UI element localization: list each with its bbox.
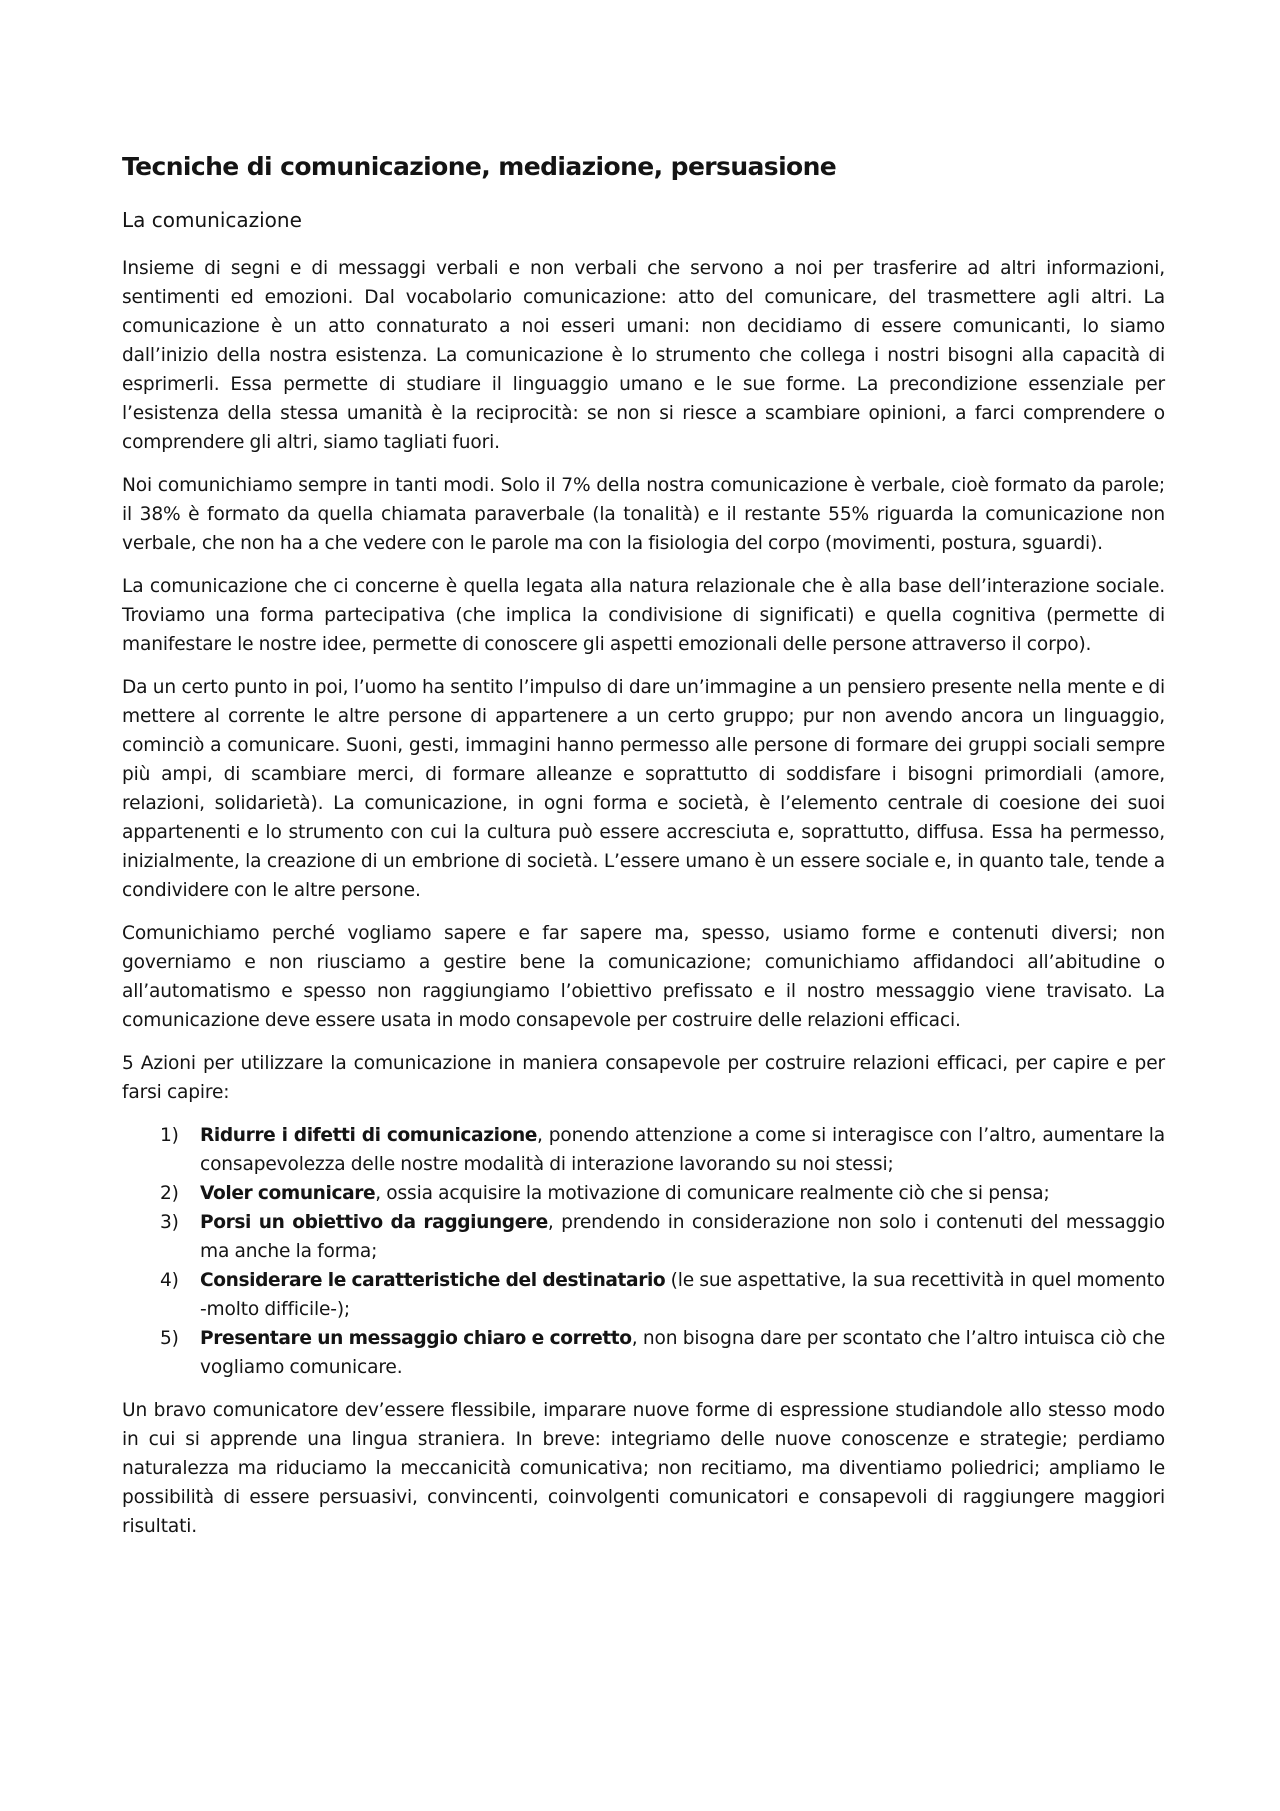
list-item <box>160 1179 1165 1208</box>
document-page <box>122 150 1165 1555</box>
paragraph-history: Da un certo punto in poi, l’uomo ha sentito l’impulso di dare un’immagine a un pensiero presente nella mente e di mettere al corrente le altre persone di appartenere a un certo gruppo; pur non avendo ancora un linguaggio, cominciò a comunicare. Suoni, gesti, immagini hanno permesso alle persone di formare dei gruppi sociali sempre più ampi, di scambiare merci, di formare alleanze e soprattutto di soddisfare i bisogni primordiali (amore, relazioni, solidarietà). La comunicazione, in ogni forma e società, è l’elemento centrale di coesione dei suoi appartenenti e lo strumento con cui la cultura può essere accresciuta e, soprattutto, diffusa. Essa ha permesso, inizialmente, la creazione di un embrione di società. L’essere umano è un essere sociale e, in quanto tale, tende a condividere con le altre persone. <box>122 677 1165 901</box>
section-heading: La comunicazione <box>122 208 302 232</box>
paragraph-actions-intro: 5 Azioni per utilizzare la comunicazione in maniera consapevole per costruire relazioni efficaci, per capire e per farsi capire: <box>122 1053 1165 1103</box>
actions-list <box>122 1121 1165 1382</box>
list-item <box>160 1121 1166 1179</box>
list-item <box>160 1266 1165 1324</box>
list-item-number: 1) <box>160 1125 179 1146</box>
list-item-number: 3) <box>160 1212 179 1233</box>
list-item-bold: Voler comunicare <box>200 1183 376 1204</box>
list-item-number: 4) <box>160 1270 179 1291</box>
list-item-text: , prendendo in considerazione non solo i contenuti del messaggio ma anche la forma; <box>200 1212 1165 1262</box>
list-item <box>160 1324 1165 1382</box>
paragraph-percentages: Noi comunichiamo sempre in tanti modi. Solo il 7% della nostra comunicazione è verbale, cioè formato da parole; il 38% è formato da quella chiamata paraverbale (la tonalità) e il restante 55% riguarda la comunicazione non verbale, che non ha a che vedere con le parole ma con la fisiologia del corpo (movimenti, postura, sguardi). <box>122 475 1165 554</box>
list-item-number: 2) <box>160 1183 179 1204</box>
list-item-bold: Presentare un messaggio chiaro e corretto <box>200 1328 632 1349</box>
paragraph-definition: Insieme di segni e di messaggi verbali e non verbali che servono a noi per trasferire ad altri informazioni, sentimenti ed emozioni. Dal vocabolario comunicazione: atto del comunicare, del trasmettere agli altri. La comunicazione è un atto connaturato a noi esseri umani: non decidiamo di essere comunicanti, lo siamo dall’inizio della nostra esistenza. La comunicazione è lo strumento che collega i nostri bisogni alla capacità di esprimerli. Essa permette di studiare il linguaggio umano e le sue forme. La precondizione essenziale per l’esistenza della stessa umanità è la reciprocità: se non si riesce a scambiare opinioni, a farci comprendere o comprendere gli altri, siamo tagliati fuori. <box>122 258 1165 453</box>
paragraph-closing: Un bravo comunicatore dev’essere flessibile, imparare nuove forme di espressione studiandole allo stesso modo in cui si apprende una lingua straniera. In breve: integriamo delle nuove conoscenze e strategie; perdiamo naturalezza ma riduciamo la meccanicità comunicativa; non recitiamo, ma diventiamo poliedrici; ampliamo le possibilità di essere persuasivi, convincenti, coinvolgenti comunicatori e consapevoli di raggiungere maggiori risultati. <box>122 1400 1165 1537</box>
list-item-text: , ossia acquisire la motivazione di comunicare realmente ciò che si pensa; <box>375 1183 1050 1204</box>
list-item-text: , non bisogna dare per scontato che l’altro intuisca ciò che vogliamo comunicare. <box>200 1328 1165 1378</box>
list-item-bold: Considerare le caratteristiche del destinatario <box>200 1270 666 1291</box>
list-item-bold: Porsi un obiettivo da raggiungere <box>200 1212 548 1233</box>
list-item-text: (le sue aspettative, la sua recettività in quel momento -molto difficile-); <box>200 1270 1165 1320</box>
list-item-number: 5) <box>160 1328 179 1349</box>
list-item-text: , ponendo attenzione a come si interagisce con l’altro, aumentare la consapevolezza delle nostre modalità di interazione lavorando su noi stessi; <box>200 1125 1166 1175</box>
list-item <box>160 1208 1165 1266</box>
paragraph-relational: La comunicazione che ci concerne è quella legata alla natura relazionale che è alla base dell’interazione sociale. Troviamo una forma partecipativa (che implica la condivisione di significati) e quella cognitiva (permette di manifestare le nostre idee, permette di conoscere gli aspetti emozionali delle persone attraverso il corpo). <box>122 576 1165 655</box>
document-title: Tecniche di comunicazione, mediazione, persuasione <box>122 152 837 181</box>
list-item-bold: Ridurre i difetti di comunicazione <box>200 1125 538 1146</box>
paragraph-why-communicate: Comunichiamo perché vogliamo sapere e far sapere ma, spesso, usiamo forme e contenuti diversi; non governiamo e non riusciamo a gestire bene la comunicazione; comunichiamo affidandoci all’abitudine o all’automatismo e spesso non raggiungiamo l’obiettivo prefissato e il nostro messaggio viene travisato. La comunicazione deve essere usata in modo consapevole per costruire delle relazioni efficaci. <box>122 923 1165 1031</box>
